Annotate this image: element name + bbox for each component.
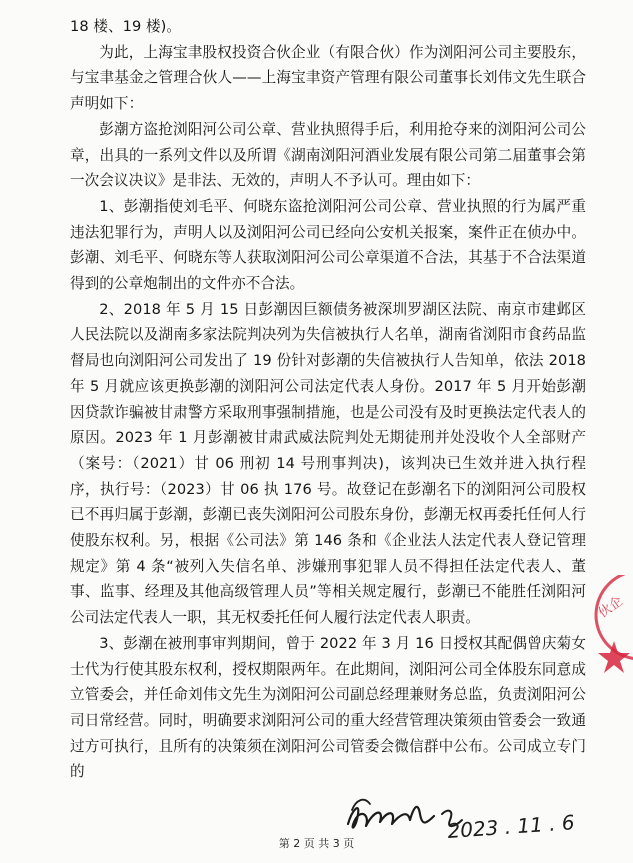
paragraph-reason-1: 1、彭潮指使刘毛平、何晓东盗抢浏阳河公司公章、营业执照的行为属严重违法犯罪行为，声明人以及浏阳河公司已经向公安机关报案，案件正在侦办中。彭潮、刘毛平、何晓东等人获取浏阳河公司公章渠道不合法，其基于不合法渠道得到的公章炮制出的文件亦不合法。 xyxy=(70,197,586,293)
company-seal xyxy=(592,575,633,695)
paragraph-reason-3: 3、彭潮在被刑事审判期间，曾于 2022 年 3 月 16 日授权其配偶曾庆菊女士代为行使其股东权利，授权期限两年。在此期间，浏阳河公司全体股东同意成立管委会，并任命刘伟文先生为浏阳河公司副总经理兼财务总监，负责浏阳河公司日常经营。同时，明确要求浏阳河公司的重大经营管理决策须由管委会一致通过方可执行，且所有的决策须在浏阳河公司管委会微信群中公布。公司成立专门的 xyxy=(70,634,586,781)
svg-text:2023 . 11 . 6: 2023 . 11 . 6 xyxy=(446,810,576,843)
svg-text:伙企: 伙企 xyxy=(595,593,626,622)
document-body xyxy=(70,14,586,785)
paragraph-declaration-intro: 为此，上海宝聿股权投资合伙企业（有限合伙）作为浏阳河公司主要股东，与宝聿基金之管理合伙人——上海宝聿资产管理有限公司董事长刘伟文先生联合声明如下： xyxy=(70,43,586,113)
paragraph-statement: 彭潮方盗抢浏阳河公司公章、营业执照得手后，利用抢夺来的浏阳河公司公章，出具的一系列文件以及所谓《湖南浏阳河酒业发展有限公司第二届董事会第一次会议决议》是非法、无效的，声明人不予认可。理由如下： xyxy=(70,120,586,190)
paragraph-continuation: 18 楼、19 楼)。 xyxy=(70,18,182,35)
company-seal-graphic xyxy=(592,575,633,695)
paragraph-reason-2: 2、2018 年 5 月 15 日彭潮因巨额债务被深圳罗湖区法院、南京市建邺区人民法院以及湖南多家法院判决列为失信被执行人名单，湖南省浏阳市食药品监督局也向浏阳河公司发出了 19 份针对彭潮的失信被执行人告知单，依法 2018 年 5 月就应该更换彭潮的浏阳河公司法定代表人身份。2017 年 5 月开始彭潮因贷款诈骗被甘肃警方采取刑事强制措施，也是公司没有及时更换法定代表人的原因。2023 年 1 月彭潮被甘肃武威法院判处无期徒刑并处没收个人全部财产（案号：（2021）甘 06 刑初 14 号刑事判决)，该判决已生效并进入执行程序，执行号：（2023）甘 06 执 176 号。故登记在彭潮名下的浏阳河公司股权已不再归属于彭潮，彭潮已丧失浏阳河公司股东身份，彭潮无权再委托任何人行使股东权利。另，根据《公司法》第 146 条和《企业法人法定代表人登记管理规定》第 4 条“被列入失信名单、涉嫌刑事犯罪人员不得担任法定代表人、董事、监事、经理及其他高级管理人员”等相关规定履行，彭潮已不能胜任浏阳河公司法定代表人一职，其无权委托任何人履行法定代表人职责。 xyxy=(70,300,586,627)
page-footer: 第 2 页 共 3 页 xyxy=(278,837,355,850)
